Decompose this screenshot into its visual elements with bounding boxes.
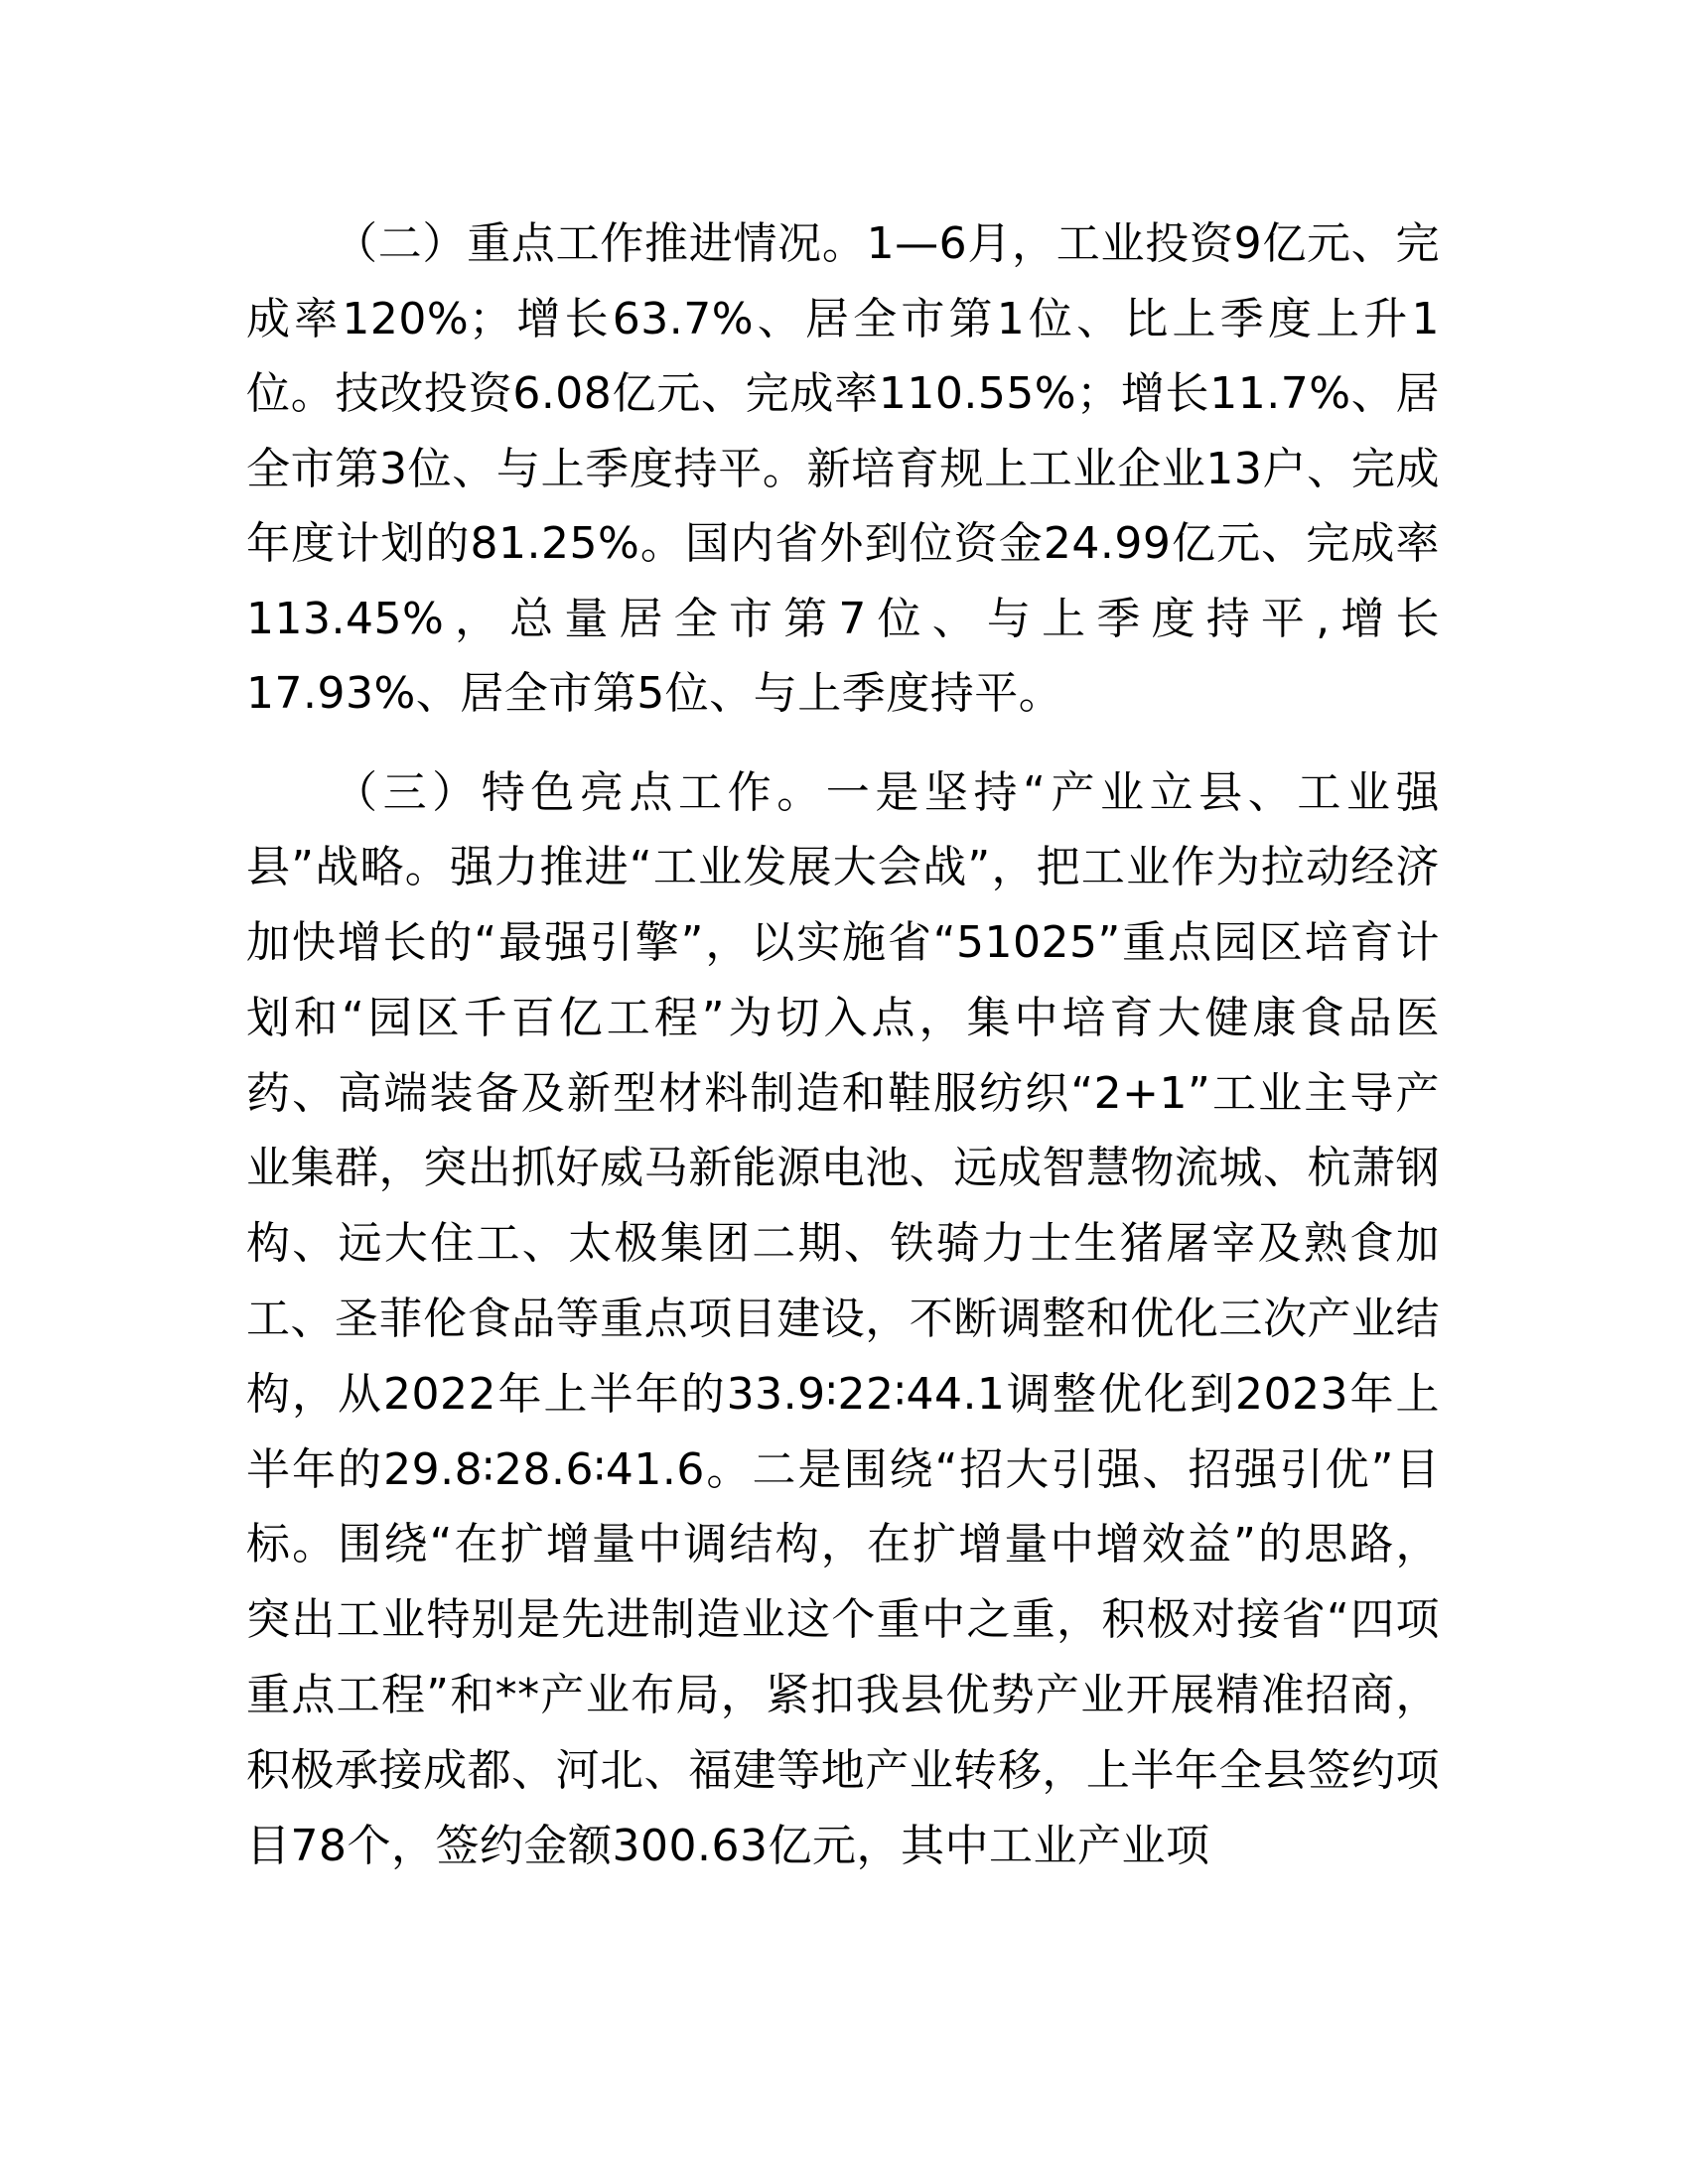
paragraph-key-work-progress: （二）重点工作推进情况。1—6月，工业投资9亿元、完成率120%；增长63.7%、居全市第1位、比上季度上升1位。技改投资6.08亿元、完成率110.55%；增长11.7%、居全市第3位、与上季度持平。新培育规上工业企业13户、完成年度计划的81.25%。国内省外到位资金24.99亿元、完成率113.45%，总量居全市第7位、与上季度持平,增长17.93%、居全市第5位、与上季度持平。 xyxy=(246,218,1440,719)
paragraph-highlight-work: （三）特色亮点工作。一是坚持“产业立县、工业强县”战略。强力推进“工业发展大会战”，把工业作为拉动经济加快增长的“最强引擎”，以实施省“51025”重点园区培育计划和“园区千百亿工程”为切入点，集中培育大健康食品医药、高端装备及新型材料制造和鞋服纺织“2+1”工业主导产业集群，突出抓好威马新能源电池、远成智慧物流城、杭萧钢构、远大住工、太极集团二期、铁骑力士生猪屠宰及熟食加工、圣菲伦食品等重点项目建设，不断调整和优化三次产业结构，从2022年上半年的33.9∶22∶44.1调整优化到2023年上半年的29.8∶28.6∶41.6。二是围绕“招大引强、招强引优”目标。围绕“在扩增量中调结构，在扩增量中增效益”的思路，突出工业特别是先进制造业这个重中之重，积极对接省“四项重点工程”和**产业布局，紧扣我县优势产业开展精准招商，积极承接成都、河北、福建等地产业转移，上半年全县签约项目78个，签约金额300.63亿元，其中工业产业项 xyxy=(246,766,1440,1871)
document-page xyxy=(246,206,1440,1901)
